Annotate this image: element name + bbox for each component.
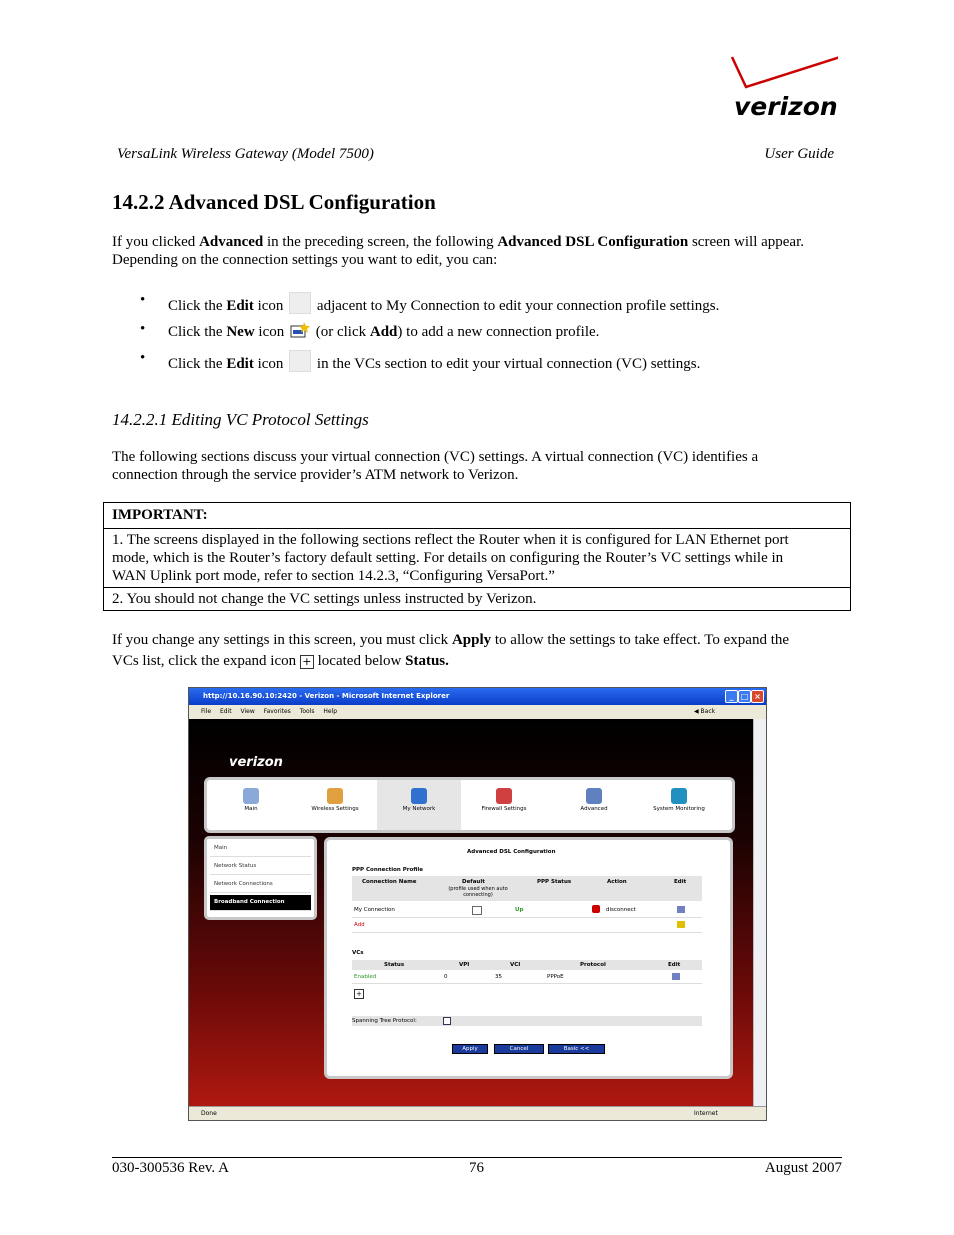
- bullet-list: [140, 292, 719, 379]
- nav-advanced[interactable]: Advanced: [552, 780, 636, 830]
- main-icon: [243, 788, 259, 804]
- advanced-icon: [586, 788, 602, 804]
- menu-file[interactable]: File: [201, 708, 212, 715]
- nav-my-network[interactable]: My Network: [377, 780, 461, 830]
- content-panel: [324, 837, 733, 1079]
- edit-icon[interactable]: [677, 906, 685, 913]
- menu-view[interactable]: View: [240, 708, 255, 715]
- menu-edit[interactable]: Edit: [219, 708, 232, 715]
- add-link[interactable]: Add: [354, 922, 365, 928]
- cancel-button[interactable]: Cancel: [494, 1044, 544, 1054]
- monitor-icon: [671, 788, 687, 804]
- subsection-title: 14.2.2.1 Editing VC Protocol Settings: [112, 410, 369, 429]
- ppp-row: My Connection Up disconnect: [352, 904, 702, 918]
- nav-system-monitoring[interactable]: System Monitoring: [637, 780, 721, 830]
- footer-rule: [112, 1157, 842, 1158]
- menu-favorites[interactable]: Favorites: [263, 708, 291, 715]
- firewall-icon: [496, 788, 512, 804]
- default-checkbox-icon[interactable]: [472, 906, 482, 915]
- menu-help[interactable]: Help: [323, 708, 338, 715]
- browser-screenshot: [188, 687, 767, 1121]
- ppp-section-title: PPP Connection Profile: [352, 867, 423, 873]
- disconnect-icon[interactable]: [592, 905, 600, 913]
- footer-left: 030-300536 Rev. A: [112, 1160, 229, 1176]
- page-number: 76: [469, 1160, 484, 1176]
- ppp-table-header: Connection Name Default (profile used when auto connecting) PPP Status Action Edit: [352, 876, 702, 901]
- important-title: IMPORTANT:: [104, 503, 850, 529]
- content-title: Advanced DSL Configuration: [467, 849, 556, 855]
- vertical-scrollbar[interactable]: [753, 719, 766, 1107]
- left-nav-broadband-connection[interactable]: Broadband Connection: [210, 895, 311, 911]
- expand-icon: +: [300, 655, 314, 669]
- left-nav-main[interactable]: Main: [210, 841, 311, 857]
- vc-row: Enabled 0 35 PPPoE: [352, 972, 702, 984]
- new-icon: [290, 321, 310, 339]
- section-title: 14.2.2 Advanced DSL Configuration: [112, 190, 436, 214]
- vc-edit-icon[interactable]: [672, 973, 680, 980]
- verizon-logo: [728, 55, 838, 123]
- stp-row: Spanning Tree Protocol:: [352, 1016, 702, 1026]
- nav-wireless-settings[interactable]: Wireless Settings: [293, 780, 377, 830]
- bullet-item: • Click the Edit icon adjacent to My Connection to edit your connection profile settings.: [140, 292, 720, 314]
- new-icon[interactable]: [677, 921, 685, 928]
- edit-icon: [289, 350, 311, 372]
- edit-icon: [289, 292, 311, 314]
- doc-header-left: VersaLink Wireless Gateway (Model 7500): [117, 146, 374, 162]
- svg-text:verizon: verizon: [734, 92, 838, 121]
- apply-paragraph: If you change any settings in this screen, you must click Apply to allow the settings to take effect. To expand the VCs list, click the expand icon + located below Status.: [112, 632, 790, 669]
- basic-button[interactable]: Basic <<: [548, 1044, 605, 1054]
- apply-button[interactable]: Apply: [452, 1044, 488, 1054]
- vcs-section-title: VCs: [352, 950, 364, 956]
- menu-bar: [189, 705, 766, 720]
- window-titlebar: http://10.16.90.10:2420 - Verizon - Microsoft Internet Explorer _ □ ×: [189, 688, 766, 705]
- add-row: [352, 919, 702, 933]
- status-bar: Done Internet: [189, 1106, 766, 1120]
- top-nav: [204, 777, 735, 833]
- verizon-logo-small: verizon: [229, 755, 283, 770]
- disconnect-link[interactable]: disconnect: [606, 907, 636, 913]
- bullet-item: • Click the New icon (or click Add) to add a new connection profile.: [140, 321, 600, 340]
- nav-main[interactable]: Main: [209, 780, 293, 830]
- wireless-icon: [327, 788, 343, 804]
- footer-right: August 2007: [764, 1160, 842, 1176]
- vcs-table-header: Status VPI VCI Protocol Edit: [352, 960, 702, 970]
- important-item-1: 1. The screens displayed in the following sections reflect the Router when it is configured for LAN Ethernet port mode, which is the Router’s factory default setting. For details on configuring the Router’s VC settings while in WAN Uplink port mode, refer to section 14.2.3, “Configuring VersaPort.”: [112, 532, 789, 584]
- left-nav-network-connections[interactable]: Network Connections: [210, 877, 311, 893]
- left-nav: [204, 836, 317, 920]
- important-box: [103, 502, 851, 611]
- minimize-button[interactable]: _: [725, 690, 738, 703]
- stp-checkbox[interactable]: [443, 1017, 451, 1025]
- button-row: [452, 1044, 612, 1054]
- doc-header-right: User Guide: [764, 146, 834, 162]
- menu-tools[interactable]: Tools: [299, 708, 315, 715]
- important-item-2: 2. You should not change the VC settings unless instructed by Verizon.: [104, 587, 850, 610]
- maximize-button[interactable]: □: [738, 690, 751, 703]
- page-viewport: [189, 719, 754, 1107]
- expand-icon[interactable]: +: [354, 989, 364, 999]
- left-nav-network-status[interactable]: Network Status: [210, 859, 311, 875]
- vc-paragraph: The following sections discuss your virtual connection (VC) settings. A virtual connection (VC) identifies a connection through the service provider’s ATM network to Verizon.: [112, 449, 759, 483]
- intro-paragraph: If you clicked Advanced in the preceding screen, the following Advanced DSL Configuration screen will appear. Depending on the connection settings you want to edit, you can:: [112, 234, 804, 268]
- nav-firewall-settings[interactable]: Firewall Settings: [462, 780, 546, 830]
- network-icon: [411, 788, 427, 804]
- back-button[interactable]: ◀ Back: [694, 708, 716, 715]
- bullet-item: • Click the Edit icon in the VCs section to edit your virtual connection (VC) settings.: [140, 350, 701, 372]
- close-button[interactable]: ×: [751, 690, 764, 703]
